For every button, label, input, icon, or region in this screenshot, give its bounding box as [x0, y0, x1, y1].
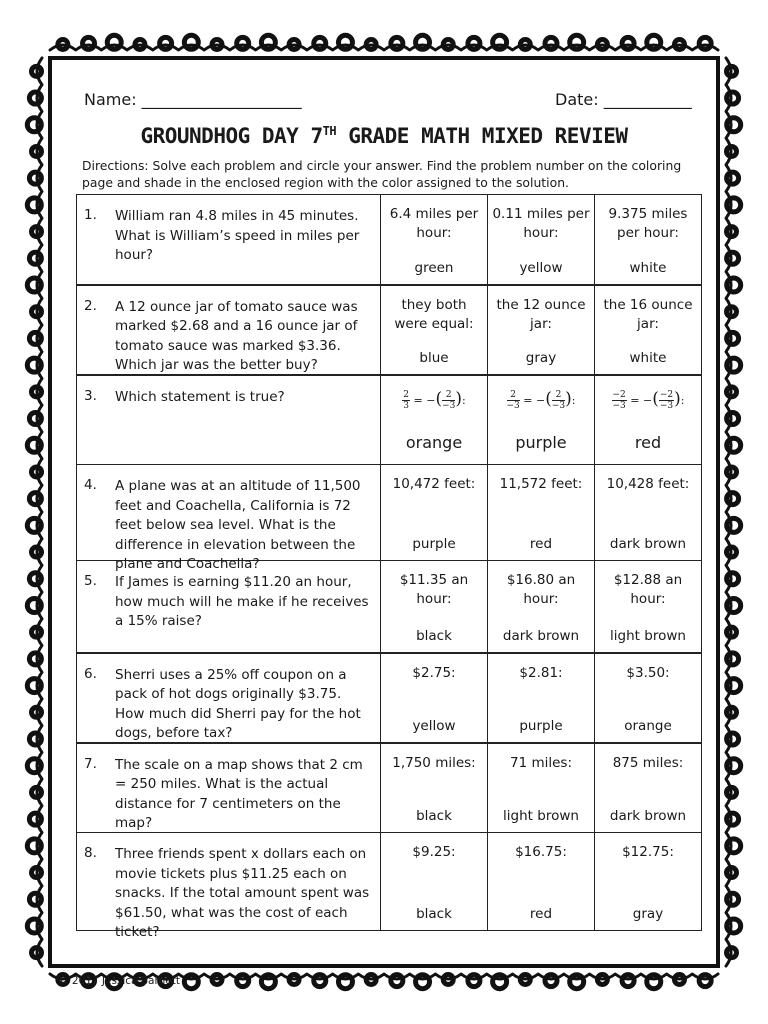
problem-cell — [77, 195, 381, 285]
answer-value: 6.4 miles per hour: — [389, 206, 479, 241]
answer-color: light brown — [503, 808, 579, 824]
problem-text: Which statement is true? — [115, 388, 285, 405]
answer-choice[interactable] — [595, 285, 702, 375]
answer-color: black — [416, 906, 452, 922]
answer-choice[interactable] — [595, 743, 702, 833]
answer-choice[interactable] — [381, 375, 488, 465]
answer-value: $12.88 an hour: — [613, 572, 683, 607]
answer-choice[interactable] — [488, 285, 595, 375]
table-row — [77, 195, 702, 285]
answer-value: 0.11 miles per hour: — [492, 206, 590, 241]
table-row — [77, 285, 702, 375]
answer-color: dark brown — [609, 536, 687, 552]
answer-choice[interactable] — [488, 653, 595, 743]
problem-number: 5. — [84, 573, 97, 589]
worksheet-title: GROUNDHOG DAY 7TH GRADE MATH MIXED REVIEW — [140, 124, 628, 148]
answer-color: yellow — [519, 259, 563, 276]
answer-choice[interactable] — [488, 743, 595, 833]
answer-choice[interactable] — [381, 743, 488, 833]
answer-color: black — [416, 627, 452, 644]
answer-value: $2.81: — [519, 664, 563, 681]
answer-choice[interactable] — [488, 561, 595, 653]
answer-value: 875 miles: — [612, 754, 684, 771]
answer-value: 10,428 feet: — [606, 476, 690, 492]
problem-cell — [77, 743, 381, 833]
problem-text: A plane was at an altitude of 11,500 feet and Coachella, California is 72 feet below sea level. What is the difference in elevation between the plane and Coachella? — [115, 478, 361, 572]
answer-choice[interactable] — [595, 561, 702, 653]
table-row — [77, 833, 702, 931]
answer-value: 71 miles: — [509, 754, 572, 771]
answer-value: $12.75: — [622, 844, 674, 860]
answer-value: the 12 ounce jar: — [496, 296, 586, 332]
answer-color: red — [634, 433, 662, 452]
name-field-label: Name: ____________________ — [84, 90, 302, 109]
answer-value: $16.75: — [515, 844, 567, 860]
table-row — [77, 743, 702, 833]
answer-choice[interactable] — [595, 653, 702, 743]
problem-text: William ran 4.8 miles in 45 minutes. What is William’s speed in miles per hour? — [115, 208, 360, 263]
answer-choice[interactable] — [381, 653, 488, 743]
answer-color: gray — [525, 349, 557, 366]
problem-text: The scale on a map shows that 2 cm = 250 miles. What is the actual distance for 7 centimeters on the map? — [115, 756, 363, 831]
date-field-label: Date: ___________ — [555, 90, 692, 109]
answer-color: red — [529, 536, 553, 552]
problem-table — [76, 194, 702, 940]
answer-color: purple — [519, 717, 563, 734]
problem-number: 4. — [84, 477, 97, 493]
answer-color: purple — [515, 433, 567, 452]
answer-choice[interactable] — [488, 833, 595, 931]
answer-color: orange — [405, 433, 463, 452]
table-row — [77, 653, 702, 743]
directions-text: Directions: Solve each problem and circle your answer. Find the problem number on the coloring page and shade in the enclosed region with the color assigned to the solution. — [82, 158, 682, 190]
answer-choice[interactable] — [381, 561, 488, 653]
copyright-text: © 2017 Jessica Barnett — [58, 975, 180, 987]
answer-equation: $\frac{2}{-3}$ = −( $\frac{2}{-3}$ ): — [506, 388, 576, 411]
answer-value: the 16 ounce jar: — [603, 296, 693, 332]
answer-value: 11,572 feet: — [499, 476, 583, 492]
problem-text: Sherri uses a 25% off coupon on a pack of hot dogs originally $3.75. How much did Sherri pay for the hot dogs, before tax? — [115, 666, 361, 741]
answer-color: green — [414, 259, 454, 276]
answer-color: purple — [412, 536, 456, 552]
answer-choice[interactable] — [488, 195, 595, 285]
problem-number: 2. — [84, 297, 97, 314]
problem-cell — [77, 653, 381, 743]
answer-color: dark brown — [502, 627, 580, 644]
table-row — [77, 375, 702, 465]
answer-choice[interactable] — [381, 195, 488, 285]
answer-value: $16.80 an hour: — [506, 572, 576, 607]
answer-value: $9.25: — [412, 844, 456, 860]
answer-value: they both were equal: — [394, 296, 474, 332]
answer-color: white — [629, 259, 667, 276]
problem-text: A 12 ounce jar of tomato sauce was marked $2.68 and a 16 ounce jar of tomato sauce was marked $3.36. Which jar was the better buy? — [115, 298, 358, 373]
answer-value: $2.75: — [412, 664, 456, 681]
table-row — [77, 561, 702, 653]
problem-number: 1. — [84, 207, 97, 223]
answer-choice[interactable] — [381, 285, 488, 375]
problem-cell — [77, 561, 381, 653]
answer-value: $11.35 an hour: — [399, 572, 469, 607]
problem-number: 6. — [84, 665, 97, 682]
answer-choice[interactable] — [595, 375, 702, 465]
answer-choice[interactable] — [595, 195, 702, 285]
problem-cell — [77, 375, 381, 465]
answer-choice[interactable] — [381, 465, 488, 561]
problem-text: If James is earning $11.20 an hour, how much will he make if he receives a 15% raise? — [115, 574, 369, 629]
answer-choice[interactable] — [488, 465, 595, 561]
answer-value: $3.50: — [626, 664, 670, 681]
answer-color: gray — [632, 906, 664, 922]
problem-number: 3. — [84, 387, 97, 404]
answer-color: orange — [624, 717, 672, 734]
answer-choice[interactable] — [488, 375, 595, 465]
answer-color: red — [529, 906, 553, 922]
answer-value: 10,472 feet: — [392, 476, 476, 492]
answer-color: dark brown — [609, 808, 687, 824]
answer-choice[interactable] — [381, 833, 488, 931]
problem-number: 7. — [84, 755, 97, 772]
problem-number: 8. — [84, 845, 97, 861]
answer-color: blue — [419, 349, 449, 366]
answer-color: white — [629, 349, 667, 366]
answer-choice[interactable] — [595, 465, 702, 561]
answer-value: 1,750 miles: — [392, 754, 476, 771]
answer-color: black — [416, 808, 452, 824]
problem-cell — [77, 285, 381, 375]
answer-equation: $\frac{2}{3}$ = −( $\frac{2}{-3}$ ): — [403, 388, 466, 411]
answer-value: 9.375 miles per hour: — [608, 206, 688, 241]
answer-equation: $\frac{-2}{-3}$ = −( $\frac{-2}{-3}$ ): — [612, 388, 685, 411]
answer-color: yellow — [412, 717, 456, 734]
answer-color: light brown — [610, 627, 686, 644]
problem-text: Three friends spent x dollars each on movie tickets plus $11.25 each on snacks. If the total amount spent was $61.50, what was the cost of each ticket? — [115, 846, 370, 940]
problem-cell — [77, 465, 381, 572]
problem-cell — [77, 833, 381, 940]
table-row — [77, 465, 702, 561]
answer-choice[interactable] — [595, 833, 702, 931]
